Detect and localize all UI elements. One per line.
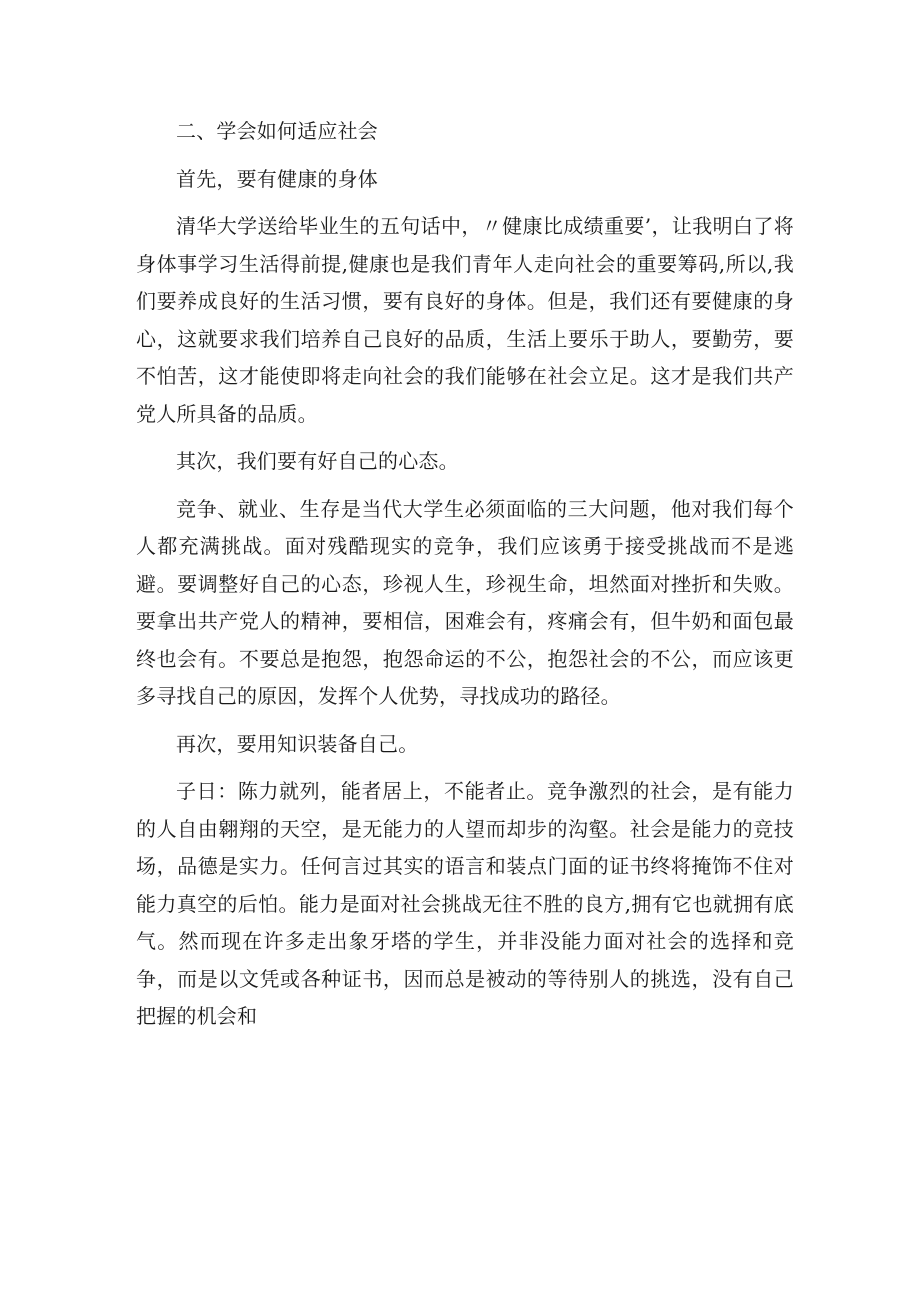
subheading-health: 首先，要有健康的身体 bbox=[176, 166, 378, 191]
subheading-mindset: 其次，我们要有好自己的心态。 bbox=[176, 449, 459, 473]
paragraph-knowledge: 子日：陈力就列，能者居上，不能者止。竞争激烈的社会，是有能力的人自由翱翔的天空，是无能力的人望而却步的沟壑。社会是能力的竞技场，品德是实力。任何言过其实的语言和装点门面的证书终将掩饰不住对能力真空的后怕。能力是面对社会挑战无往不胜的良方,拥有它也就拥有底气。然而现在许多走出象牙塔的学生，并非没能力面对社会的选择和竞争，而是以文凭或各种证书，因而总是被动的等待别人的挑选，没有自己把握的机会和 bbox=[136, 779, 794, 1028]
subheading-knowledge: 再次，要用知识装备自己。 bbox=[176, 731, 419, 756]
paragraph-mindset: 竞争、就业、生存是当代大学生必须面临的三大问题，他对我们每个人都充满挑战。面对残酷现实的竞争，我们应该勇于接受挑战而不是逃避。要调整好自己的心态，珍视人生，珍视生命，坦然面对挫折和失败。要拿出共产党人的精神，要相信，困难会有，疼痛会有，但牛奶和面包最终也会有。不要总是抱怨，抱怨命运的不公，抱怨社会的不公，而应该更多寻找自己的原因，发挥个人优势，寻找成功的路径。 bbox=[136, 496, 794, 708]
section-heading: 二、学会如何适应社会 bbox=[176, 119, 378, 143]
document-body bbox=[136, 113, 794, 1046]
paragraph-health: 清华大学送给毕业生的五句话中，〃健康比成绩重要’，让我明白了将身体事学习生活得前提,健康也是我们青年人走向社会的重要筹码,所以,我们要养成良好的生活习惯，要有良好的身体。但是，我们还有要健康的身心，这就要求我们培养自己良好的品质，生活上要乐于助人，要勤劳，要不怕苦，这才能使即将走向社会的我们能够在社会立足。这才是我们共产党人所具备的品质。 bbox=[136, 214, 794, 426]
